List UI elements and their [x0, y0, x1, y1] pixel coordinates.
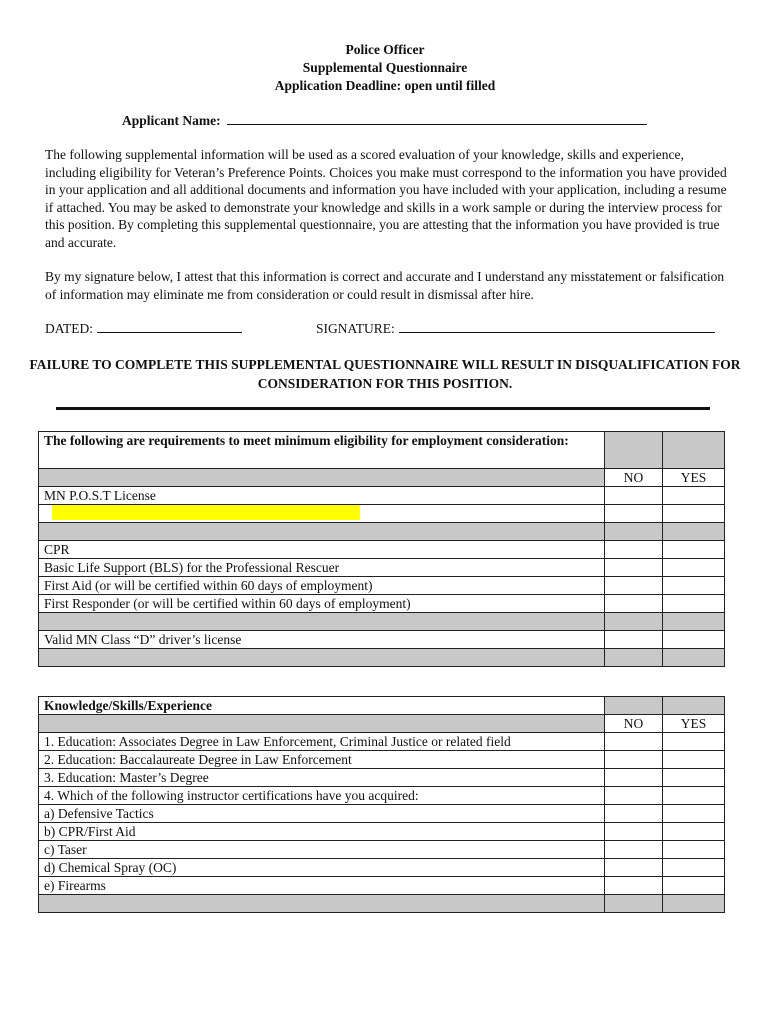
- table-row: [39, 631, 725, 649]
- yes-checkbox[interactable]: [663, 631, 725, 649]
- ksa-subitem: c) Taser: [39, 841, 605, 859]
- table-row: [39, 841, 725, 859]
- no-checkbox[interactable]: [605, 841, 663, 859]
- no-checkbox[interactable]: [605, 541, 663, 559]
- no-column-header: NO: [605, 469, 663, 487]
- yes-checkbox[interactable]: [663, 559, 725, 577]
- no-checkbox[interactable]: [605, 859, 663, 877]
- no-checkbox[interactable]: [605, 877, 663, 895]
- application-deadline: Application Deadline: open until filled: [274, 78, 496, 93]
- yes-checkbox[interactable]: [663, 823, 725, 841]
- no-checkbox[interactable]: [605, 559, 663, 577]
- applicant-name-row: [122, 112, 647, 129]
- document-title: Police Officer: [345, 42, 425, 57]
- no-checkbox[interactable]: [605, 577, 663, 595]
- signature-row: [316, 320, 715, 337]
- yes-checkbox[interactable]: [663, 487, 725, 505]
- table-row: [39, 577, 725, 595]
- knowledge-skills-heading: Knowledge/Skills/Experience: [39, 697, 605, 715]
- table-row: [39, 859, 725, 877]
- disqualification-warning: FAILURE TO COMPLETE THIS SUPPLEMENTAL QUESTIONNAIRE WILL RESULT IN DISQUALIFICATION FOR CONSIDERATION FOR THIS POSITION.: [29, 357, 741, 391]
- signature-field[interactable]: [399, 320, 715, 333]
- requirement-label: First Responder (or will be certified within 60 days of employment): [39, 595, 605, 613]
- no-checkbox[interactable]: [605, 595, 663, 613]
- no-checkbox[interactable]: [605, 631, 663, 649]
- attestation-paragraph: By my signature below, I attest that this information is correct and accurate and I understand any misstatement or falsification of information may eliminate me from consideration or could result in dismissal after hire.: [45, 269, 725, 302]
- no-checkbox[interactable]: [605, 823, 663, 841]
- signature-label: SIGNATURE:: [316, 321, 395, 336]
- no-column-header: NO: [605, 715, 663, 733]
- applicant-name-field[interactable]: [227, 112, 647, 125]
- table-row: [39, 769, 725, 787]
- intro-paragraph: The following supplemental information will be used as a scored evaluation of your knowledge, skills and experience, including eligibility for Veteran’s Preference Points. Choices you make must correspond to the information you have provided in your application and all additional documents and information you have included with your application, including a resume if attached. You may be asked to demonstrate your knowledge and skills in a work sample or during the interview process for this position. By completing this supplemental questionnaire, you are attesting that the information you have provided is true and accurate.: [45, 147, 727, 250]
- yes-checkbox[interactable]: [663, 859, 725, 877]
- ksa-subitem: e) Firearms: [39, 877, 605, 895]
- table-row: [39, 541, 725, 559]
- ksa-subitem: b) CPR/First Aid: [39, 823, 605, 841]
- dated-row: [45, 320, 242, 337]
- document-header: [0, 41, 770, 95]
- knowledge-skills-table: [38, 696, 725, 913]
- no-checkbox[interactable]: [605, 733, 663, 751]
- no-checkbox[interactable]: [605, 769, 663, 787]
- document-subtitle: Supplemental Questionnaire: [302, 60, 468, 75]
- yes-checkbox[interactable]: [663, 841, 725, 859]
- ksa-subitem: d) Chemical Spray (OC): [39, 859, 605, 877]
- requirement-label: Valid MN Class “D” driver’s license: [39, 631, 605, 649]
- divider-rule: [56, 407, 710, 410]
- requirement-label: Basic Life Support (BLS) for the Professional Rescuer: [39, 559, 605, 577]
- table-row: [39, 559, 725, 577]
- yes-checkbox[interactable]: [663, 541, 725, 559]
- requirement-label: CPR: [39, 541, 605, 559]
- yes-checkbox[interactable]: [663, 805, 725, 823]
- no-checkbox[interactable]: [605, 805, 663, 823]
- ksa-item: 2. Education: Baccalaureate Degree in Law Enforcement: [39, 751, 605, 769]
- yes-column-header: YES: [663, 715, 725, 733]
- highlight-field[interactable]: [52, 505, 360, 520]
- table-row: [39, 733, 725, 751]
- table-row: [39, 595, 725, 613]
- yes-checkbox[interactable]: [663, 733, 725, 751]
- table-row: [39, 487, 725, 505]
- no-checkbox[interactable]: [605, 751, 663, 769]
- table-row: [39, 505, 725, 523]
- requirement-label: MN P.O.S.T License: [39, 487, 605, 505]
- ksa-subitem: a) Defensive Tactics: [39, 805, 605, 823]
- yes-checkbox[interactable]: [663, 577, 725, 595]
- yes-checkbox[interactable]: [663, 769, 725, 787]
- table-row: [39, 877, 725, 895]
- table-row: [39, 805, 725, 823]
- yes-checkbox[interactable]: [663, 877, 725, 895]
- table-row: [39, 751, 725, 769]
- applicant-name-label: Applicant Name:: [122, 113, 221, 128]
- ksa-item: 4. Which of the following instructor certifications have you acquired:: [39, 787, 605, 805]
- yes-checkbox[interactable]: [663, 751, 725, 769]
- table-row: [39, 823, 725, 841]
- table-row: [39, 787, 725, 805]
- no-checkbox[interactable]: [605, 487, 663, 505]
- requirements-heading: The following are requirements to meet minimum eligibility for employment consideration:: [39, 432, 605, 469]
- requirement-label: First Aid (or will be certified within 60 days of employment): [39, 577, 605, 595]
- requirements-table: [38, 431, 725, 667]
- ksa-item: 1. Education: Associates Degree in Law Enforcement, Criminal Justice or related field: [39, 733, 605, 751]
- yes-column-header: YES: [663, 469, 725, 487]
- dated-field[interactable]: [97, 320, 242, 333]
- ksa-item: 3. Education: Master’s Degree: [39, 769, 605, 787]
- yes-checkbox[interactable]: [663, 595, 725, 613]
- dated-label: DATED:: [45, 321, 93, 336]
